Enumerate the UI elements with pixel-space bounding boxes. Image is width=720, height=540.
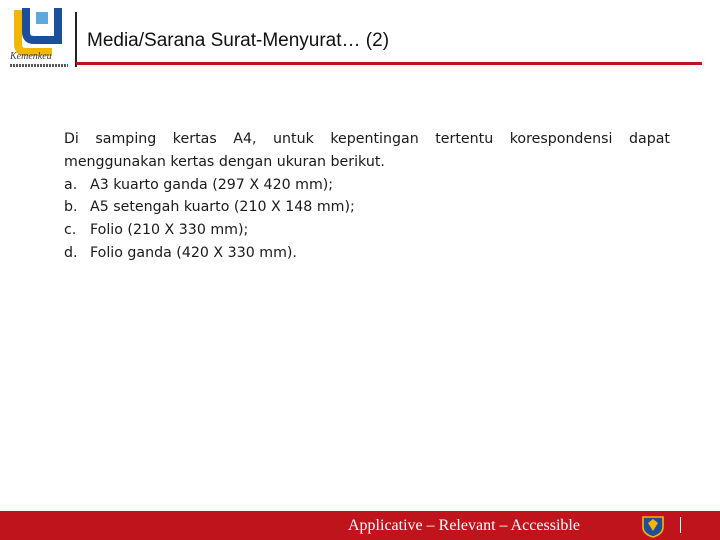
page-title: Media/Sarana Surat-Menyurat… (2)	[87, 30, 390, 51]
list-marker: d.	[64, 244, 78, 261]
list-item	[64, 242, 670, 265]
kemenkeu-emblem-icon	[640, 514, 666, 538]
logo-subtitle-line	[10, 64, 68, 67]
list-item-text: A5 setengah kuarto (210 X 148 mm);	[90, 199, 355, 216]
list-item	[64, 219, 670, 242]
intro-paragraph: Di samping kertas A4, untuk kepentingan tertentu korespondensi dapat menggunakan kertas dengan ukuran berikut.	[64, 131, 670, 170]
title-underline	[76, 62, 702, 65]
list-item-text: A3 kuarto ganda (297 X 420 mm);	[90, 176, 334, 193]
footer-bar	[0, 511, 720, 540]
list-item	[64, 196, 670, 219]
footer-separator	[680, 517, 681, 533]
list-item-text: Folio (210 X 330 mm);	[90, 222, 249, 239]
header-divider	[75, 12, 77, 67]
list-item	[64, 174, 670, 197]
list-marker: a.	[64, 176, 78, 193]
list-marker: b.	[64, 199, 78, 216]
slide-content	[64, 128, 670, 265]
logo-caption: Kemenkeu	[10, 51, 52, 62]
list-item-text: Folio ganda (420 X 330 mm).	[90, 244, 297, 261]
list-marker: c.	[64, 222, 77, 239]
footer-tagline: Applicative – Relevant – Accessible	[348, 517, 580, 534]
